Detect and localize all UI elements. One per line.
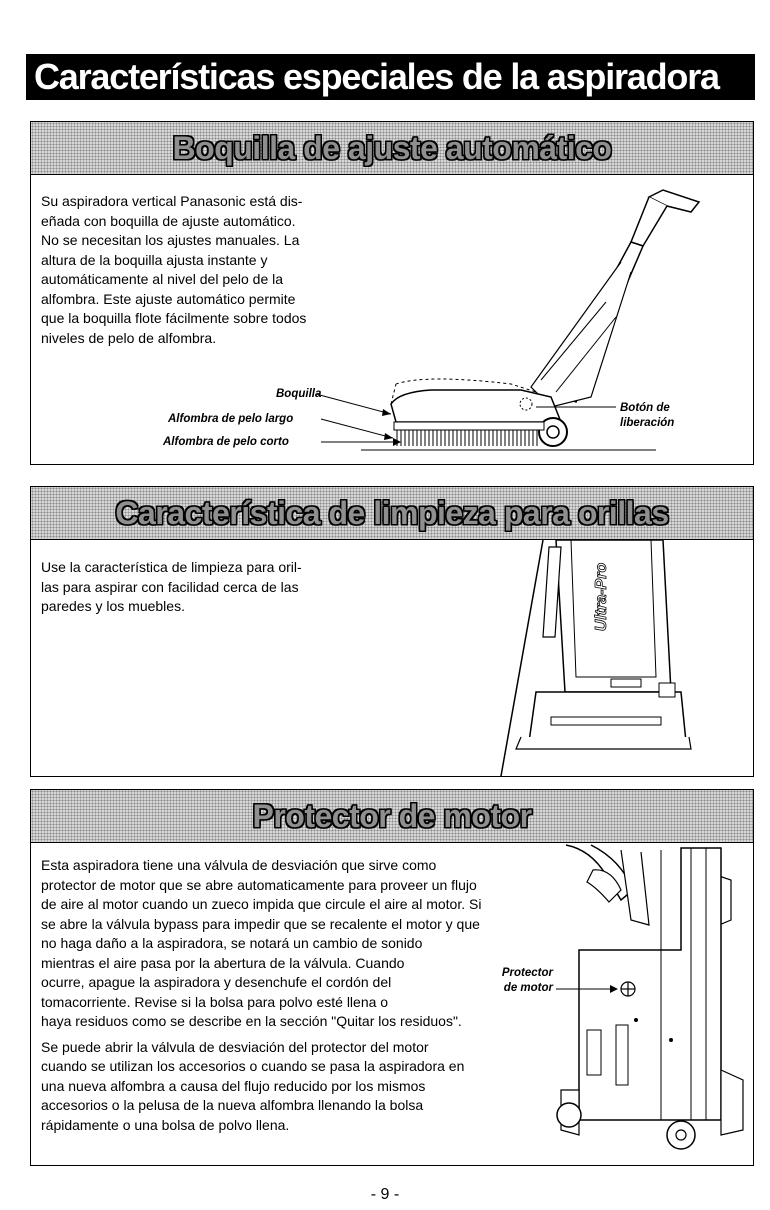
brand-mark: Ultra-Pro [593, 562, 610, 632]
page-number: - 9 - [370, 1186, 400, 1203]
text-line: cuando se utilizan los accesorios o cuando se pasa la aspiradora en [41, 1058, 465, 1074]
section-heading: Característica de limpieza para orillas [115, 495, 669, 531]
label-line: de motor [503, 982, 553, 994]
text-line: eñada con boquilla de ajuste automático. [41, 212, 296, 229]
text-line: rápidamente o una bolsa de polvo llena. [41, 1116, 290, 1133]
text-line: de aire al motor cuando un zueco impida que circule el aire al motor. Si [41, 896, 482, 912]
text-line: mientras el aire pasa por la abertura de la válvula. Cuando [41, 954, 405, 971]
text-line: automáticamente al nivel del pelo de la [41, 271, 284, 287]
label-nozzle: Boquilla [276, 388, 322, 400]
text-line: No se necesitan los ajustes manuales. La [41, 232, 300, 248]
text-line: Se puede abrir la válvula de desviación del protector del motor [41, 1038, 429, 1055]
edge-cleaning-illustration [31, 487, 753, 776]
text-line: haya residuos como se describe en la sección "Quitar los residuos". [41, 1013, 462, 1029]
text-line: las para aspirar con facilidad cerca de las [41, 578, 299, 595]
text-line: se abre la válvula bypass para impedir que se recalente el motor y que [41, 915, 480, 932]
label-long-carpet: Alfombra de pelo largo [168, 413, 294, 425]
text-line: ocurre, apague la aspiradora y desenchufe el cordón del [41, 974, 392, 990]
text-line: paredes y los muebles. [41, 598, 185, 614]
text-line: Su aspiradora vertical Panasonic está dis- [41, 193, 303, 209]
text-line: Use la característica de limpieza para oril- [41, 559, 302, 575]
text-line: accesorios o la pelusa de la nueva alfombra llenando la bolsa [41, 1097, 424, 1113]
label-line: Botón de [620, 402, 670, 414]
text-line: Esta aspiradora tiene una válvula de desviación que sirve como [41, 857, 437, 873]
upright-vacuum-nozzle-illustration [31, 122, 753, 464]
section-auto-nozzle [30, 121, 754, 465]
label-line: Protector [501, 967, 553, 979]
text-line: protector de motor que se abre automaticamente para proveer un flujo [41, 876, 477, 893]
label-short-carpet: Alfombra de pelo corto [163, 436, 289, 448]
section-edge-cleaning [30, 486, 754, 777]
text-line: altura de la boquilla ajusta instante y [41, 251, 268, 268]
text-line: que la boquilla flote fácilmente sobre todos [41, 310, 307, 326]
text-line: tomacorriente. Revise si la bolsa para polvo esté llena o [41, 993, 389, 1010]
text-line: alfombra. Este ajuste automático permite [41, 290, 296, 307]
section-heading: Boquilla de ajuste automático [172, 130, 612, 166]
section-heading: Protector de motor [252, 798, 532, 834]
text-line: una nueva alfombra a causa del flujo reducido por los mismos [41, 1077, 426, 1094]
motor-protector-illustration [31, 790, 753, 1165]
text-line: niveles de pelo de alfombra. [41, 329, 217, 346]
page-title: Características especiales de la aspiradora [26, 54, 755, 100]
section-motor-protector [30, 789, 754, 1166]
label-line: liberación [620, 417, 675, 429]
text-line: no haga daño a la aspiradora, se notará un cambio de sonido [41, 935, 423, 951]
